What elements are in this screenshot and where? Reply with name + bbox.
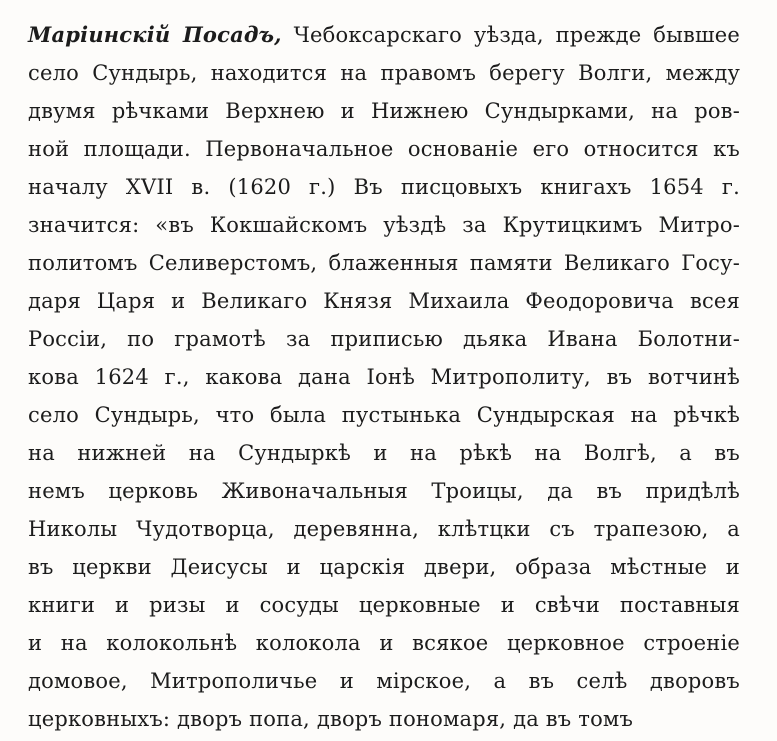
text-line-9: Россіи, по грамотѣ за приписью дьяка Ивана Болотни-: [28, 327, 740, 351]
text-line-8: даря Царя и Великаго Князя Михаила Феодоровича всея: [28, 289, 740, 313]
text-line-19: церковныхъ: дворъ попа, дворъ пономаря, да въ томъ: [28, 707, 634, 731]
text-line-1-rest: Чебоксарскаго уѣзда, прежде бывшее: [293, 23, 740, 47]
text-line-4: ной площади. Первоначальное основаніе его относится къ: [28, 137, 740, 161]
text-line-6: значится: «въ Кокшайскомъ уѣздѣ за Крутицкимъ Митро-: [28, 213, 740, 237]
text-line-18: домовое, Митрополичье и мірское, а въ селѣ дворовъ: [28, 669, 740, 693]
text-line-7: политомъ Селиверстомъ, блаженныя памяти Великаго Госу-: [28, 251, 740, 275]
text-line-3: двумя рѣчками Верхнею и Нижнею Сундырками, на ров-: [28, 99, 740, 123]
article-heading: Маріинскій Посадъ,: [28, 22, 282, 47]
text-line-1: [28, 16, 740, 54]
text-line-16: книги и ризы и сосуды церковные и свѣчи поставныя: [28, 593, 740, 617]
text-line-15: въ церкви Деисусы и царскія двери, образа мѣстные и: [28, 555, 740, 579]
text-line-10: кова 1624 г., какова дана Іонѣ Митрополиту, въ вотчинѣ: [28, 365, 740, 389]
text-line-13: немъ церковь Живоначальныя Троицы, да въ придѣлѣ: [28, 479, 740, 503]
text-line-2: село Сундырь, находится на правомъ берегу Волги, между: [28, 61, 740, 85]
text-line-14: Николы Чудотворца, деревянна, клѣтцки съ трапезою, а: [28, 517, 740, 541]
text-line-17: и на колокольнѣ колокола и всякое церковное строеніе: [28, 631, 740, 655]
text-line-12: на нижней на Сундыркѣ и на рѣкѣ на Волгѣ, а въ: [28, 441, 740, 465]
article-body: [28, 16, 740, 738]
text-line-11: село Сундырь, что была пустынька Сундырская на рѣчкѣ: [28, 403, 740, 427]
text-line-5: началу XVII в. (1620 г.) Въ писцовыхъ книгахъ 1654 г.: [28, 175, 740, 199]
